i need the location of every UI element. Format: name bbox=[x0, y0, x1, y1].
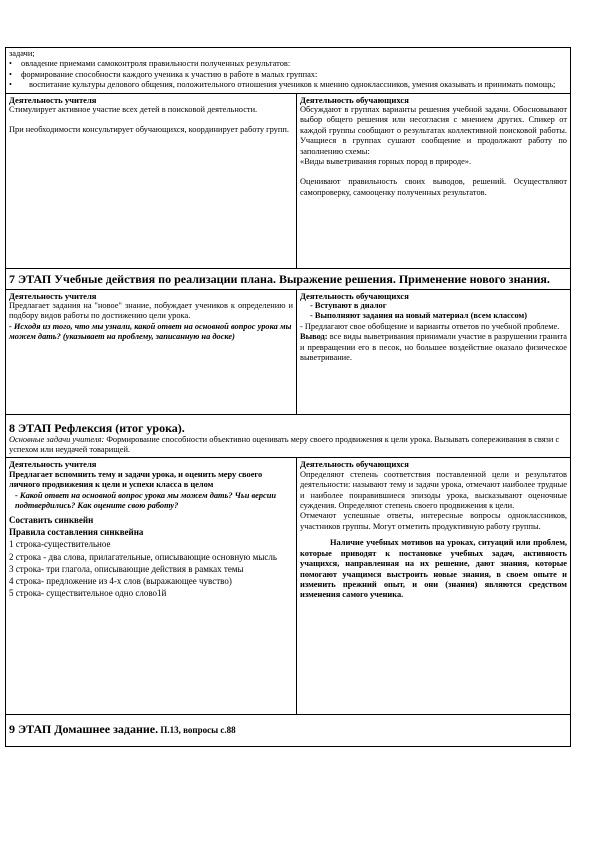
list-item bbox=[9, 70, 567, 80]
student-activity-cell bbox=[297, 290, 570, 414]
syncwine-line: 2 строка - два слова, прилагательные, описывающие основную мысль bbox=[9, 551, 277, 562]
paragraph: Оценивают правильность своих выводов, решений. Осуществляют самопроверку, самооценку полученных результатов. bbox=[300, 177, 567, 197]
list-item-text: воспитание культуры делового общения, положительного отношения учеников к мнению одноклассников, умения оказывать и принимать помощь; bbox=[29, 80, 556, 90]
bullet-icon: • bbox=[9, 69, 12, 79]
teacher-tasks bbox=[9, 435, 567, 456]
lesson-plan-table bbox=[5, 47, 571, 747]
syncwine-line: 4 строка- предложение из 4-х слов (выражающее чувство) bbox=[9, 576, 232, 587]
paragraph: Стимулирует активное участие всех детей в поисковой деятельности. bbox=[9, 105, 258, 115]
activity-row-3 bbox=[6, 458, 570, 715]
paragraph: - Вступают в диалог bbox=[310, 301, 387, 311]
column-header: Деятельность обучающихся bbox=[300, 290, 409, 301]
paragraph: При необходимости консультирует обучающихся, координирует работу групп. bbox=[9, 125, 289, 135]
paragraph: - Предлагают свое обобщение и варианты ответов по учебной проблеме. bbox=[300, 321, 560, 331]
list-item-text: формирование способности каждого ученика к участию в работе в малых группах: bbox=[21, 69, 318, 79]
syncwine-title: Составить синквейн bbox=[9, 515, 94, 526]
intro-block bbox=[6, 48, 570, 94]
paragraph: Определяют степень соответствия поставленной цели и результатов деятельности: называют тему и задачи урока, отмечают наиболее трудные и наиболее понравившиеся эпизоды урока, высказывают оценочные суждения. Определяют степень своего продвижения к цели. bbox=[300, 469, 567, 511]
list-item-text: овладение приемами самоконтроля правильности полученных результатов: bbox=[21, 59, 291, 69]
column-header: Деятельность обучающихся bbox=[300, 94, 409, 105]
student-activity-cell bbox=[297, 94, 570, 268]
paragraph: Обсуждают в группах варианты решения учебной задачи. Обосновывают выбор общего решения или несогласия с мнением других. Спикер от каждой группы сообщают о результатах коллективной поисковой работы. Учащиеся в группах сушают сообщение и продолжают работу по заполнению схемы: bbox=[300, 105, 567, 156]
conclusion-paragraph bbox=[300, 332, 567, 363]
paragraph: «Виды выветривания горных пород в природе». bbox=[300, 157, 472, 167]
list-item bbox=[9, 59, 567, 69]
question-paragraph: - Какой ответ на основной вопрос урока мы можем дать? Чьи версии подтвердились? Как оцените свою работу? bbox=[15, 490, 277, 511]
teacher-activity-cell bbox=[6, 290, 297, 414]
stage-9-title: 9 ЭТАП Домашнее задание. bbox=[9, 722, 159, 737]
list-item bbox=[9, 80, 567, 90]
intro-line: задачи; bbox=[9, 49, 35, 58]
paragraph: Предлагает задания на "новое" знание, побуждает учеников к определению и подбору видов работы по достижению цели урока. bbox=[9, 301, 293, 321]
activity-row-2 bbox=[6, 290, 570, 415]
student-activity-cell bbox=[297, 458, 570, 714]
conclusion-label: Вывод: bbox=[300, 332, 328, 342]
bullet-icon: • bbox=[9, 80, 12, 90]
stage-8-block bbox=[6, 415, 570, 459]
conclusion-text: все виды выветривания принимали участие в разрушении гранита и превращении его в песок, но большее воздействие оказало физическое выветривание. bbox=[300, 332, 567, 363]
paragraph: Наличие учебных мотивов на уроках, ситуаций или проблем, которые приводят к постановке учебных задач, активность учащихся, направленная на их решение, дают знания, которые помогают учащимся выстроить новые знания, в своем опыте и изменить прежний опыт, и они (знания) являются средством изменения самого ученика. bbox=[300, 538, 567, 600]
paragraph: Отмечают успешные ответы, интересные вопросы одноклассников, участников группы. Могут отметить продуктивную работу группы. bbox=[300, 511, 567, 531]
column-header: Деятельность учителя bbox=[9, 290, 97, 301]
question-paragraph: - Исходя из того, что мы узнали, какой ответ на основной вопрос урока мы можем дать? (указывает на проблему, записанную на доске) bbox=[9, 321, 292, 342]
syncwine-line: 1 строка-существительное bbox=[9, 539, 111, 550]
activity-row-1 bbox=[6, 94, 570, 269]
stage-8-title: 8 ЭТАП Рефлексия (итог урока). bbox=[9, 420, 185, 435]
syncwine-rules-title: Правила составления синквейна bbox=[9, 527, 144, 538]
stage-7-title: 7 ЭТАП Учебные действия по реализации плана. Выражение решения. Применение нового знания. bbox=[6, 269, 570, 290]
paragraph: - Выполняют задания на новый материал (всем классом) bbox=[310, 311, 528, 321]
column-header: Деятельность учителя bbox=[9, 94, 97, 105]
syncwine-line: 3 строка- три глагола, описывающие действия в рамках темы bbox=[9, 563, 244, 574]
teacher-activity-cell bbox=[6, 94, 297, 268]
paragraph: Предлагает вспомнить тему и задачи урока, и оценить меру своего личного продвижения к цели и успехи класса в целом bbox=[9, 469, 263, 490]
syncwine-line: 5 строка- существительное одно слово1й bbox=[9, 588, 167, 599]
stage-9-block bbox=[6, 715, 570, 746]
tasks-text: Формирование способности объективно оценивать меру своего продвижения к цели урока. Вызывать сопереживания в связи с успехом или неудачей товарищей. bbox=[9, 434, 560, 455]
tasks-label: Основные задачи учителя: bbox=[9, 434, 105, 444]
bullet-icon: • bbox=[9, 59, 12, 69]
column-header: Деятельность обучающихся bbox=[300, 459, 409, 470]
teacher-activity-cell bbox=[6, 458, 297, 714]
column-header: Деятельность учителя bbox=[9, 459, 97, 470]
homework-text: П.13, вопросы с.88 bbox=[158, 725, 236, 736]
